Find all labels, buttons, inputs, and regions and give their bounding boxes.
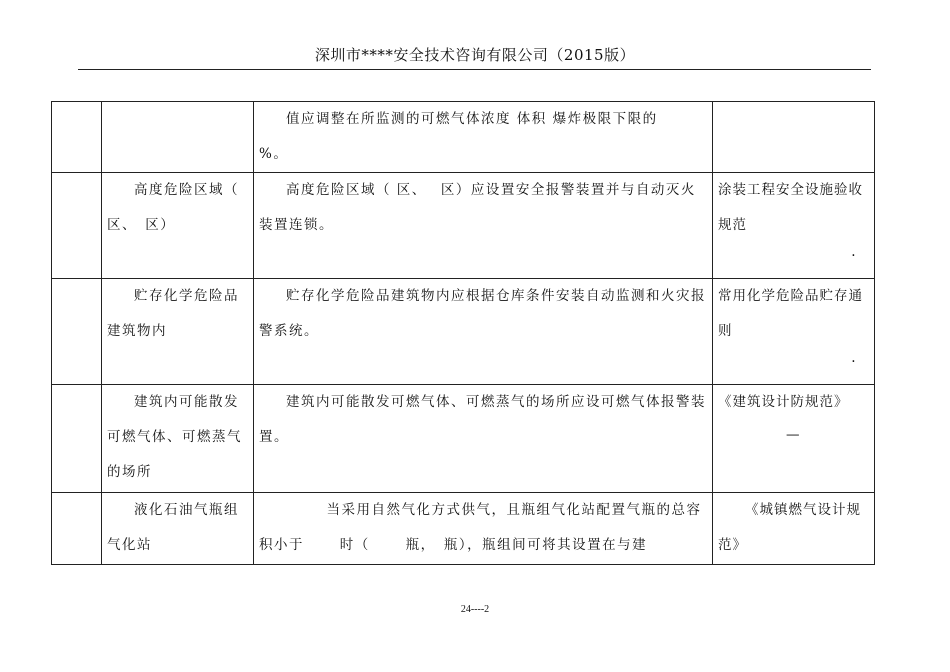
requirement-text: 值应调整在所监测的可燃气体浓度 体积 爆炸极限下限的 %。 [259,111,679,162]
header-rule [78,69,871,70]
requirement-text: 贮存化学危险品建筑物内应根据仓库条件安装自动监测和火灾报警系统。 [259,288,706,339]
index-cell [52,279,102,385]
location-text: 高度危险区域（ 区、 区） [107,182,239,233]
standard-text: 常用化学危险品贮存通则 [718,288,863,339]
table-row [52,385,875,493]
location-cell [102,102,254,173]
standard-mark: . [851,350,857,366]
location-text: 贮存化学危险品建筑物内 [107,288,239,339]
standard-text: 《建筑设计防规范》 [718,394,849,410]
standard-cell [713,385,875,493]
page-number: 24----2 [460,604,490,615]
requirement-text: 当采用自然气化方式供气，且瓶组气化站配置气瓶的总容积小于 时（ 瓶， 瓶），瓶组间可将其设置在与建 [259,502,702,553]
standard-mark: — [786,427,801,443]
standard-cell [713,493,875,565]
requirement-cell [254,173,713,279]
standard-cell [713,279,875,385]
index-cell [52,385,102,493]
requirement-text: 高度危险区域（ 区、 区）应设置安全报警装置并与自动灭火装置连锁。 [259,182,696,233]
table-row [52,102,875,173]
location-text: 液化石油气瓶组气化站 [107,502,239,553]
standard-text: 涂装工程安全设施验收规范 [718,182,863,233]
location-text: 建筑内可能散发可燃气体、可燃蒸气的场所 [107,394,242,480]
index-cell [52,173,102,279]
standard-cell [713,173,875,279]
requirement-cell [254,102,713,173]
standard-text: 《城镇燃气设计规范》 [718,502,861,553]
location-cell [102,493,254,565]
requirement-cell [254,385,713,493]
standard-mark: . [851,244,857,260]
location-cell [102,173,254,279]
index-cell [52,102,102,173]
table-row [52,493,875,565]
location-cell [102,279,254,385]
requirement-text: 建筑内可能散发可燃气体、可燃蒸气的场所应设可燃气体报警装置。 [259,394,706,445]
page-header-title: 深圳市****安全技术咨询有限公司（2015版） [314,46,636,64]
requirements-table [51,101,875,565]
requirement-cell [254,279,713,385]
table-row [52,173,875,279]
index-cell [52,493,102,565]
location-cell [102,385,254,493]
standard-cell [713,102,875,173]
requirement-cell [254,493,713,565]
table-row [52,279,875,385]
